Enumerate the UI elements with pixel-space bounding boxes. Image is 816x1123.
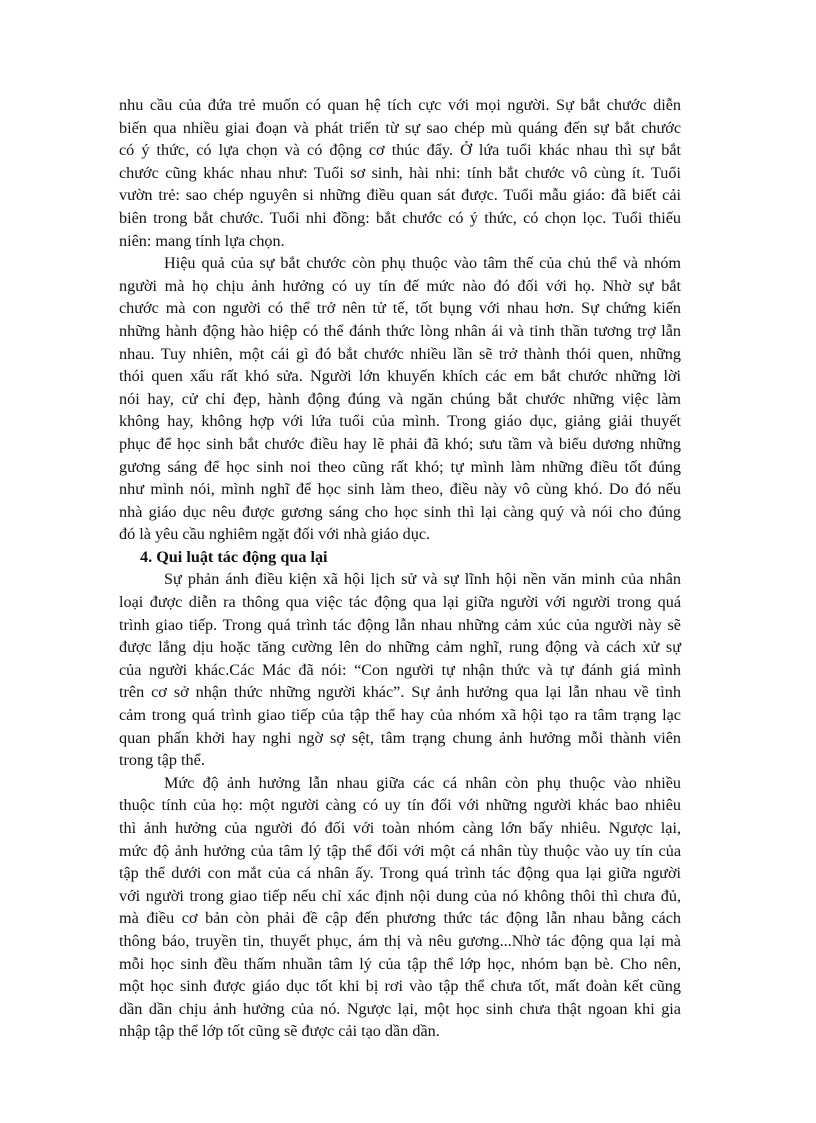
paragraph-imitation-stages — [119, 94, 681, 252]
text-line: mức độ ảnh hưởng của tâm lý tập thể đối với một cá nhân tùy thuộc vào uy tín của — [119, 841, 681, 860]
text-line: quan phấn khởi hay nghi ngờ sợ sệt, tâm trạng chung ảnh hưởng mỗi thành viên — [119, 728, 681, 747]
section-heading: 4. Qui luật tác động qua lại — [140, 547, 328, 566]
text-line: người mà họ chịu ảnh hưởng có uy tín đế mức nào đó đối với họ. Nhờ sự bắt — [119, 276, 681, 295]
text-line: chước mà con người có thể trở nên tử tế, tốt bụng với nhau hơn. Sự chứng kiến — [119, 299, 681, 318]
text-line: vườn trẻ: sao chép nguyên si những điều quan sát được. Tuổi mẫu giáo: đã biết cải — [119, 186, 681, 205]
text-line: nhu cầu của đứa trẻ muốn có quan hệ tích cực với mọi người. Sự bắt chước diễn — [119, 96, 681, 114]
text-line: một học sinh được giáo dục tốt khi bị rơi vào tập thể chưa tốt, mất đoàn kết cũng — [119, 977, 681, 996]
text-line: niên: mang tính lựa chọn. — [119, 231, 285, 250]
text-line: dần dần chịu ảnh hưởng của nó. Ngược lại, một học sinh chưa thật ngoan khi gia — [119, 999, 681, 1018]
text-line: gương sáng để học sinh noi theo cũng rất khó; tự mình làm những điều tốt đúng — [119, 457, 681, 476]
text-line: biến qua nhiều giai đoạn và phát triển từ sự sao chép mù quáng đến sự bắt chước — [119, 118, 681, 137]
text-line: chước cũng khác nhau như: Tuổi sơ sinh, hài nhi: tính bắt chước vô cùng ít. Tuổi — [119, 163, 681, 182]
text-line: thì ảnh hưởng của người đó đối với toàn nhóm càng lớn bấy nhiêu. Ngược lại, — [119, 819, 681, 837]
text-line: có ý thức, có lựa chọn và có động cơ thúc đẩy. Ở lứa tuổi khác nhau thì sự bắt — [119, 141, 681, 160]
text-line: Sự phản ánh điều kiện xã hội lịch sử và sự lĩnh hội nền văn minh của nhân — [164, 570, 681, 589]
text-line: biên trong bắt chước. Tuổi nhi đồng: bắt chước có ý thức, có chọn lọc. Tuổi thiếu — [119, 208, 681, 227]
text-line: thuộc tính của họ: một người càng có uy tín đối với những người khác bao nhiêu — [119, 796, 681, 815]
text-line: trong tập thể. — [119, 751, 205, 770]
text-line: Mức độ ảnh hưởng lẫn nhau giữa các cá nhân còn phụ thuộc vào nhiều — [164, 773, 681, 792]
text-line: của người khác.Các Mác đã nói: “Con người tự nhận thức và tự đánh giá mình — [119, 660, 681, 679]
text-line: được lắng dịu hoặc tăng cường lên do những cảm nghĩ, rung động và cách xử sự — [119, 638, 681, 657]
text-line: thói quen xấu rất khó sửa. Người lớn khuyến khích các em bắt chước những lời — [119, 367, 681, 386]
text-line: như mình nói, mình nghĩ để học sinh làm theo, điều này vô cùng khó. Do đó nếu — [119, 480, 681, 499]
text-line: nói hay, cử chỉ đẹp, hành động đúng và ngăn chúng bắt chước những việc làm — [119, 389, 681, 408]
text-line: những hành động hào hiệp có thể đánh thức lòng nhân ái và tinh thần tương trợ lẫn — [119, 321, 681, 340]
text-line: không hay, không hợp với lứa tuổi của mình. Trong giáo dục, giảng giải thuyết — [119, 412, 681, 431]
text-line: loại được diễn ra thông qua việc tác động qua lại giữa người với người trong quá — [119, 593, 681, 612]
text-line: mỗi học sinh đều thấm nhuần tâm lý của tập thể lớp học, nhóm bạn bè. Cho nên, — [119, 954, 681, 973]
paragraph-interaction-law — [119, 568, 681, 771]
text-line: nhau. Tuy nhiên, một cái gì đó bắt chước nhiều lần sẽ trở thành thói quen, những — [119, 344, 681, 363]
paragraph-imitation-effect — [119, 252, 681, 546]
text-line: cảm trong quá trình giao tiếp của tập thể hay của nhóm xã hội tạo ra tâm trạng lạc — [119, 706, 681, 725]
text-line: nhà giáo dục nêu được gương sáng cho học sinh thì lại càng quý và nói cho đúng — [119, 502, 681, 521]
text-line: với người trong giao tiếp nếu chỉ xác định nội dung của nó không thôi thì chưa đủ, — [119, 886, 681, 905]
text-line: mà điều cơ bản còn phải đề cập đến phương thức tác động lẫn nhau bằng cách — [119, 909, 681, 928]
text-line: trên cơ sở nhận thức những người khác”. Sự ảnh hưởng qua lại lẫn nhau về tình — [119, 683, 681, 702]
text-line: trình giao tiếp. Trong quá trình tác động lẫn nhau những cảm xúc của người này sẽ — [119, 615, 681, 634]
text-line: Hiệu quả của sự bắt chước còn phụ thuộc vào tâm thế của chủ thể và nhóm — [164, 254, 681, 273]
paragraph-mutual-influence — [119, 772, 681, 1043]
text-line: phục để học sinh bắt chước điều hay lẽ phải đã khó; sưu tầm và biểu dương những — [119, 434, 681, 453]
document-page — [119, 94, 681, 1043]
text-line: đó là yêu cầu nghiêm ngặt đối với nhà giáo dục. — [119, 525, 431, 544]
text-line: tập thể dưới con mắt của cá nhân ấy. Trong quá trình tác động qua lại giữa người — [119, 864, 681, 883]
text-line: nhập tập thể lớp tốt cũng sẽ được cải tạo dần dần. — [119, 1022, 440, 1041]
text-line: thông báo, truyền tin, thuyết phục, ám thị và nêu gương...Nhờ tác động qua lại mà — [119, 931, 681, 950]
